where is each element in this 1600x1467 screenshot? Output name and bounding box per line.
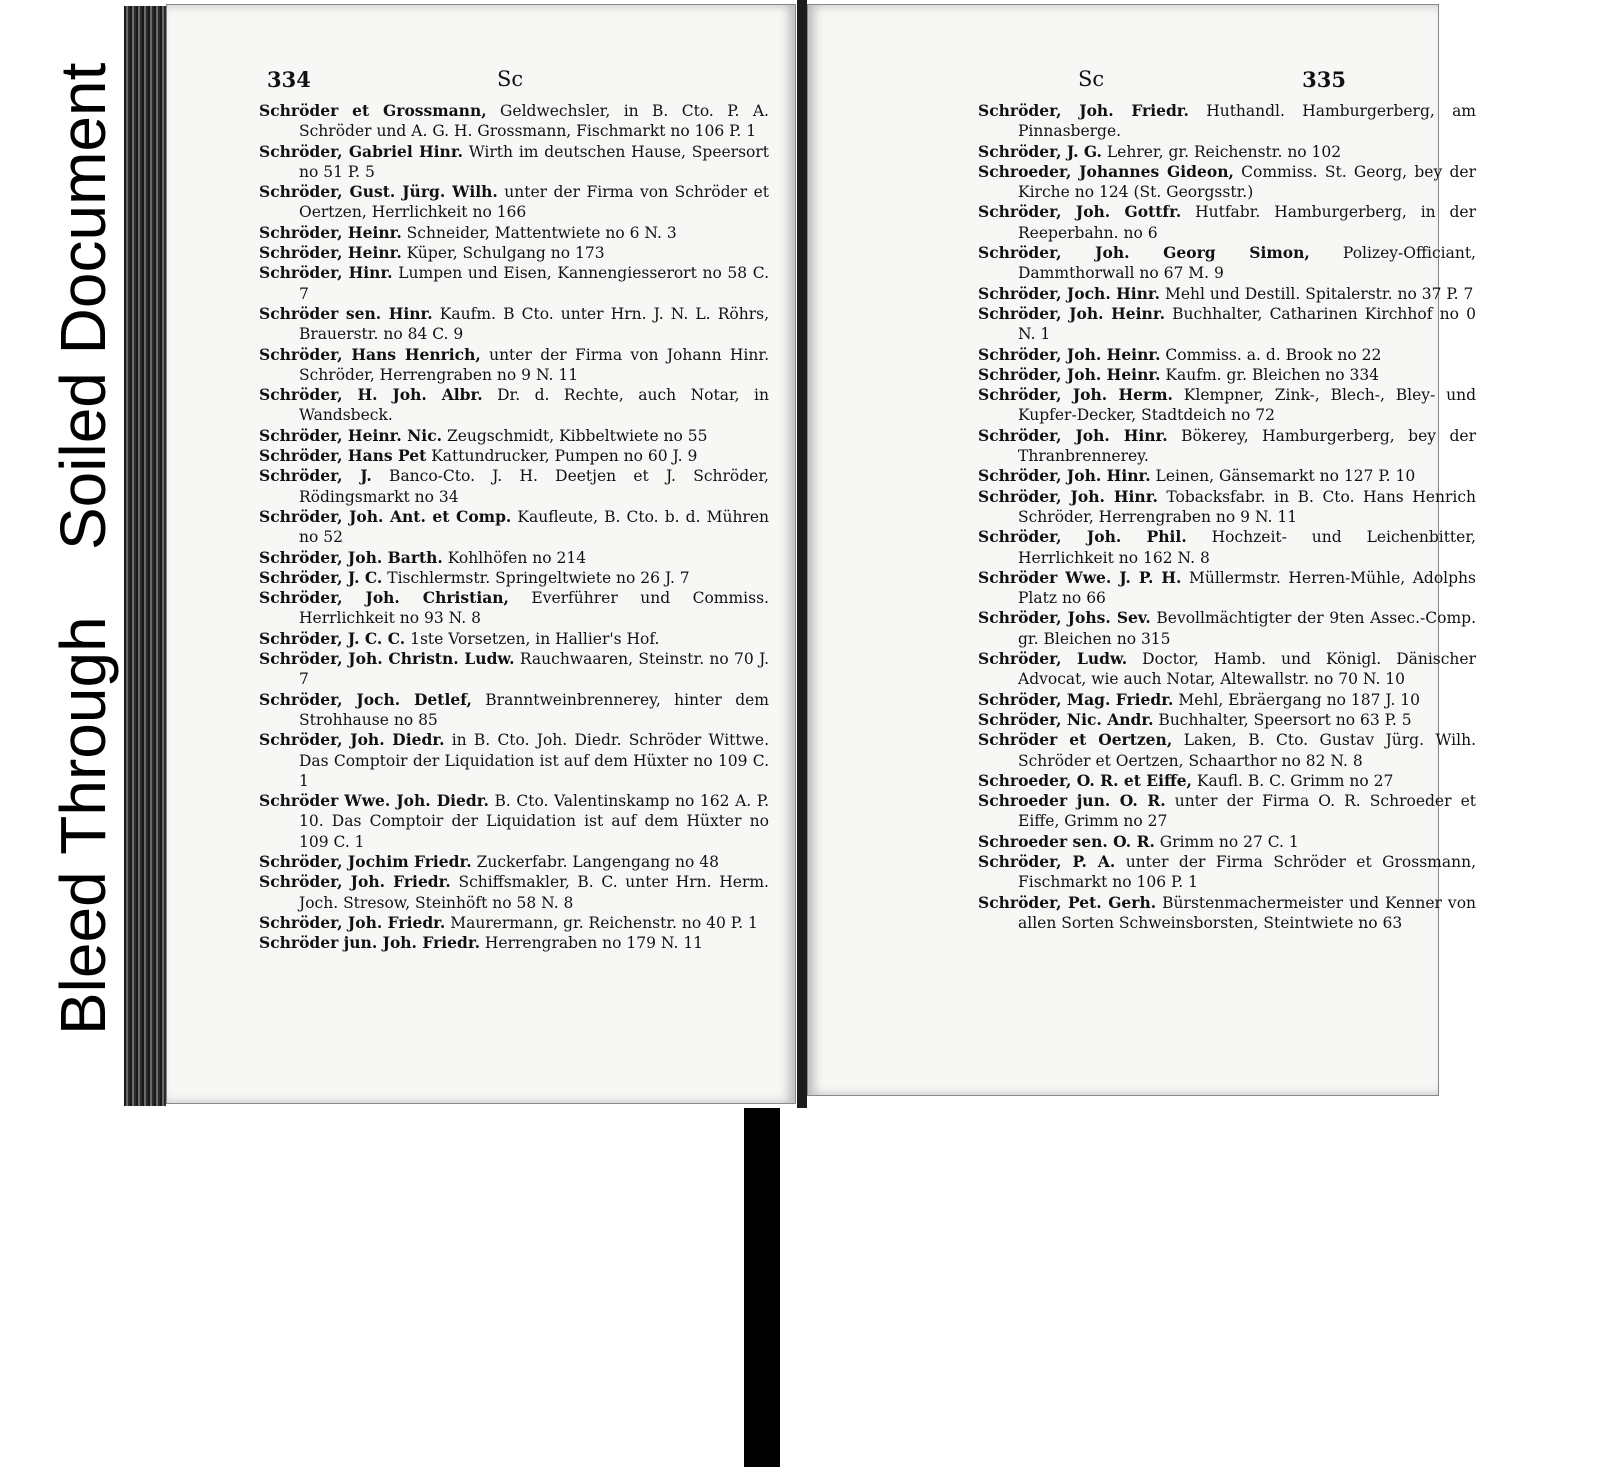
directory-entry (259, 345, 769, 386)
entry-details: Commiss. a. d. Brook no 22 (1160, 345, 1382, 364)
entry-name: Schröder et Grossmann, (259, 101, 487, 120)
open-book (124, 0, 1477, 1110)
entry-name: Schroeder jun. O. R. (978, 791, 1166, 811)
entry-details: Banco-Cto. J. H. Deetjen et J. Schröder, Rödingsmarkt no 34 (299, 467, 769, 506)
entry-details: Kaufleute, B. Cto. b. d. Mühren no 52 (299, 507, 769, 547)
entry-name: Schröder, Joh. Barth. (259, 547, 443, 567)
directory-entry (978, 568, 1476, 609)
directory-entry (978, 487, 1476, 528)
entry-details: Buchhalter, Speersort no 63 P. 5 (1153, 710, 1412, 729)
directory-entry (978, 791, 1476, 832)
entry-name: Schröder, Johs. Sev. (978, 608, 1151, 628)
directory-entry (259, 730, 769, 791)
entry-name: Schröder Wwe. Joh. Diedr. (259, 791, 489, 811)
entry-name: Schröder, Hinr. (259, 263, 393, 283)
entry-name: Schröder sen. Hinr. (259, 303, 433, 323)
entry-name: Schröder, Joh. Heinr. (978, 303, 1165, 323)
entry-details: Bürstenmachermeister und Kenner von allen Sorten Schweinsborsten, Steintwiete no 63 (1018, 893, 1477, 932)
entry-details: Kohlhöfen no 214 (442, 548, 587, 567)
entry-details: Geldwechsler, in B. Cto. P. A. Schröder und A. G. H. Grossmann, Fischmarkt no 106 P. 1 (299, 102, 769, 141)
entry-details: Klempner, Zink-, Blech-, Bley- und Kupfer-Decker, Stadtdeich no 72 (1018, 386, 1477, 425)
entry-details: unter der Firma von Schröder et Oertzen, Herrlichkeit no 166 (299, 183, 769, 222)
entry-details: Kaufm. gr. Bleichen no 334 (1160, 365, 1380, 384)
directory-entry (978, 893, 1476, 934)
directory-entry (978, 284, 1476, 304)
scan-label-strip (6, 40, 119, 1040)
directory-entry (978, 527, 1476, 568)
directory-entry (259, 426, 769, 446)
entry-name: Schröder, Joh. Ant. et Comp. (259, 506, 512, 526)
right-page (807, 4, 1477, 1096)
entry-name: Schröder, Joch. Hinr. (978, 283, 1161, 303)
directory-entry (259, 872, 769, 913)
entry-name: Schröder, Joh. Heinr. (978, 344, 1161, 364)
entry-name: Schröder, Joh. Hinr. (978, 486, 1158, 506)
directory-entry (259, 263, 769, 304)
entry-name: Schröder, Joh. Heinr. (978, 364, 1161, 384)
entry-name: Schröder, Pet. Gerh. (978, 892, 1157, 912)
entry-name: Schröder, Joh. Gottfr. (978, 202, 1182, 222)
entry-details: B. Cto. Valentinskamp no 162 A. P. 10. Das Comptoir der Liquidation ist auf dem Hüxter no 109 C. 1 (299, 792, 769, 851)
bleed-through-label: Bleed Through (47, 616, 119, 1035)
entry-details: in B. Cto. Joh. Diedr. Schröder Wittwe. Das Comptoir der Liquidation ist auf dem Hüxter no 109 C. 1 (299, 731, 770, 790)
right-page-entries (978, 101, 1476, 933)
entry-name: Schroeder, Johannes Gideon, (978, 161, 1234, 181)
entry-name: Schröder, Gabriel Hinr. (259, 141, 463, 161)
entry-details: Everführer und Commiss. Herrlichkeit no 93 N. 8 (299, 589, 769, 628)
entry-details: Bevollmächtigter der 9ten Assec.-Comp. gr. Bleichen no 315 (1018, 609, 1477, 648)
directory-entry (259, 690, 769, 731)
entry-details: 1ste Vorsetzen, in Hallier's Hof. (405, 629, 660, 648)
entry-name: Schröder, P. A. (978, 851, 1116, 871)
entry-name: Schröder, J. C. C. (259, 628, 406, 648)
directory-entry (978, 365, 1476, 385)
left-page (166, 4, 796, 1104)
directory-entry (259, 142, 769, 183)
directory-entry (978, 385, 1476, 426)
directory-entry (978, 690, 1476, 710)
directory-entry (978, 649, 1476, 690)
entry-details: Huthandl. Hamburgerberg, am Pinnasberge. (1018, 102, 1477, 141)
directory-entry (259, 913, 769, 933)
directory-entry (259, 101, 769, 142)
entry-name: Schröder, Ludw. (978, 649, 1128, 669)
entry-details: Schiffsmakler, B. C. unter Hrn. Herm. Joch. Stresow, Steinhöft no 58 N. 8 (299, 873, 769, 912)
directory-entry (259, 649, 769, 690)
directory-entry (259, 243, 769, 263)
entry-details: Tischlermstr. Springeltwiete no 26 J. 7 (382, 568, 690, 587)
entry-details: Mehl und Destill. Spitalerstr. no 37 P. 7 (1160, 284, 1474, 303)
directory-entry (978, 304, 1476, 345)
directory-entry (259, 446, 769, 466)
directory-entry (978, 101, 1476, 142)
book-gutter (797, 0, 807, 1108)
entry-name: Schröder, Heinr. Nic. (259, 425, 443, 445)
entry-name: Schröder, Joch. Detlef, (259, 689, 472, 709)
entry-details: Polizey-Officiant, Dammthorwall no 67 M. 9 (1018, 244, 1476, 283)
entry-details: unter der Firma von Johann Hinr. Schröder, Herrengraben no 9 N. 11 (299, 345, 769, 384)
book-page-edges (124, 6, 166, 1106)
directory-entry (259, 588, 769, 629)
entry-details: Doctor, Hamb. und Königl. Dänischer Advocat, wie auch Notar, Altewallstr. no 70 N. 10 (1018, 650, 1476, 689)
entry-name: Schröder, Gust. Jürg. Wilh. (259, 182, 498, 202)
entry-details: Commiss. St. Georg, bey der Kirche no 124 (St. Georgsstr.) (1018, 162, 1476, 202)
directory-entry (259, 791, 769, 852)
entry-name: Schröder, Joh. Diedr. (259, 730, 445, 750)
entry-details: Müllermstr. Herren-Mühle, Adolphs Platz no 66 (1018, 568, 1476, 608)
entry-details: Schneider, Mattentwiete no 6 N. 3 (401, 223, 677, 242)
scanner-backing-strip (744, 1108, 780, 1467)
entry-name: Schröder, Joh. Christian, (259, 588, 509, 608)
directory-entry (978, 771, 1476, 791)
entry-details: Bökerey, Hamburgerberg, bey der Thranbrennerey. (1018, 426, 1476, 466)
directory-entry (978, 466, 1476, 486)
entry-details: Lumpen und Eisen, Kannengiesserort no 58 C. 7 (299, 264, 769, 303)
directory-entry (259, 223, 769, 243)
entry-details: Dr. d. Rechte, auch Notar, in Wandsbeck. (299, 386, 769, 425)
left-page-header (167, 67, 795, 97)
directory-entry (978, 202, 1476, 243)
right-page-number: 335 (1302, 67, 1346, 92)
entry-name: Schroeder, O. R. et Eiffe, (978, 770, 1192, 790)
directory-entry (259, 507, 769, 548)
entry-name: Schröder, Joh. Hinr. (978, 425, 1168, 445)
entry-details: Branntweinbrennerey, hinter dem Strohhause no 85 (299, 690, 769, 729)
directory-entry (259, 852, 769, 872)
entry-name: Schröder, Hans Henrich, (259, 344, 481, 364)
entry-name: Schröder, J. G. (978, 141, 1102, 161)
directory-entry (259, 385, 769, 426)
entry-details: Lehrer, gr. Reichenstr. no 102 (1101, 142, 1342, 161)
right-page-heading: Sc (1078, 67, 1105, 91)
entry-details: Leinen, Gänsemarkt no 127 P. 10 (1150, 467, 1416, 486)
entry-details: Wirth im deutschen Hause, Speersort no 51 P. 5 (299, 142, 769, 181)
entry-name: Schröder, J. (259, 466, 372, 486)
entry-name: Schröder jun. Joh. Friedr. (259, 933, 480, 953)
directory-entry (978, 852, 1476, 893)
entry-name: Schröder Wwe. J. P. H. (978, 567, 1182, 587)
entry-details: Maurermann, gr. Reichenstr. no 40 P. 1 (445, 913, 758, 932)
directory-entry (978, 730, 1476, 771)
entry-details: Laken, B. Cto. Gustav Jürg. Wilh. Schröder et Oertzen, Schaarthor no 82 N. 8 (1018, 731, 1476, 770)
directory-entry (259, 629, 769, 649)
directory-entry (259, 466, 769, 507)
entry-details: Mehl, Ebräergang no 187 J. 10 (1173, 690, 1420, 709)
entry-name: Schröder, Joh. Georg Simon, (978, 243, 1310, 263)
directory-entry (259, 933, 769, 953)
entry-name: Schröder, Joh. Hinr. (978, 466, 1151, 486)
directory-entry (978, 162, 1476, 203)
entry-details: Herrengraben no 179 N. 11 (479, 934, 704, 953)
entry-name: Schröder, Joh. Herm. (978, 385, 1173, 405)
directory-entry (978, 345, 1476, 365)
entry-details: Zuckerfabr. Langengang no 48 (471, 852, 719, 871)
directory-entry (978, 832, 1476, 852)
entry-details: Kaufm. B Cto. unter Hrn. J. N. L. Röhrs, Brauerstr. no 84 C. 9 (299, 304, 769, 344)
directory-entry (978, 426, 1476, 467)
entry-name: Schröder, H. Joh. Albr. (259, 385, 483, 405)
right-page-header (808, 67, 1438, 97)
entry-name: Schröder, Jochim Friedr. (259, 851, 472, 871)
left-page-entries (259, 101, 769, 953)
entry-name: Schröder et Oertzen, (978, 730, 1173, 750)
entry-details: Tobacksfabr. in B. Cto. Hans Henrich Schröder, Herrengraben no 9 N. 11 (1018, 487, 1476, 526)
entry-details: unter der Firma O. R. Schroeder et Eiffe, Grimm no 27 (1018, 792, 1476, 831)
entry-name: Schröder, Heinr. (259, 243, 402, 263)
entry-details: Hutfabr. Hamburgerberg, in der Reeperbahn. no 6 (1018, 203, 1476, 242)
entry-name: Schröder, Joh. Phil. (978, 527, 1187, 547)
directory-entry (978, 243, 1476, 284)
entry-name: Schröder, Joh. Friedr. (978, 101, 1189, 120)
entry-details: Hochzeit- und Leichenbitter, Herrlichkeit no 162 N. 8 (1018, 528, 1476, 567)
soiled-document-label: Soiled Document (47, 62, 119, 550)
entry-details: Buchhalter, Catharinen Kirchhof no 0 N. 1 (1018, 304, 1476, 344)
entry-name: Schroeder sen. O. R. (978, 831, 1155, 851)
directory-entry (978, 710, 1476, 730)
entry-details: Rauchwaaren, Steinstr. no 70 J. 7 (299, 650, 769, 689)
entry-details: Grimm no 27 C. 1 (1154, 832, 1299, 851)
entry-details: unter der Firma Schröder et Grossmann, Fischmarkt no 106 P. 1 (1018, 852, 1476, 892)
entry-name: Schröder, Heinr. (259, 222, 402, 242)
directory-entry (259, 304, 769, 345)
entry-name: Schröder, Joh. Christn. Ludw. (259, 649, 515, 669)
entry-name: Schröder, Joh. Friedr. (259, 872, 451, 892)
entry-name: Schröder, Hans Pet (259, 446, 427, 466)
directory-entry (259, 548, 769, 568)
entry-name: Schröder, Nic. Andr. (978, 709, 1154, 729)
entry-name: Schröder, J. C. (259, 567, 383, 587)
directory-entry (259, 182, 769, 223)
entry-details: Küper, Schulgang no 173 (401, 244, 605, 263)
entry-name: Schröder, Mag. Friedr. (978, 689, 1174, 709)
directory-entry (978, 142, 1476, 162)
left-page-heading: Sc (497, 67, 524, 91)
directory-entry (978, 608, 1476, 649)
entry-details: Kaufl. B. C. Grimm no 27 (1191, 771, 1394, 790)
entry-details: Zeugschmidt, Kibbeltwiete no 55 (442, 426, 708, 445)
left-page-number: 334 (267, 67, 311, 92)
entry-details: Kattundrucker, Pumpen no 60 J. 9 (426, 447, 698, 466)
directory-entry (259, 568, 769, 588)
entry-name: Schröder, Joh. Friedr. (259, 912, 446, 932)
